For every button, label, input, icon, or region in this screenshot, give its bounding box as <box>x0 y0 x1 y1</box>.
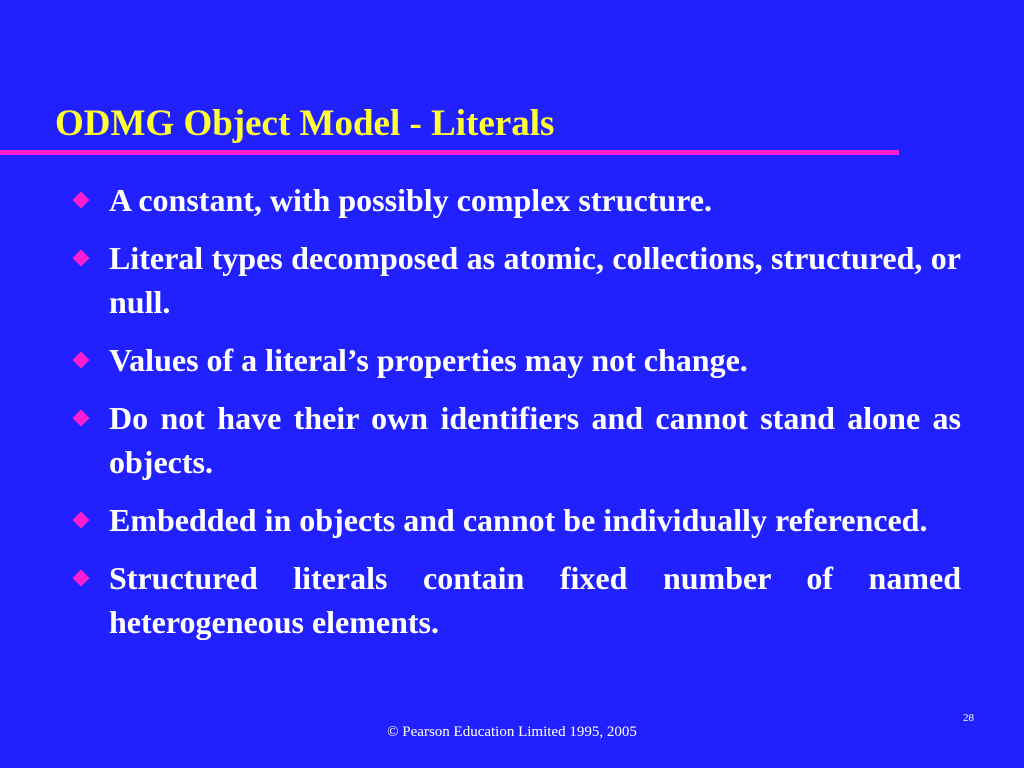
page-number: 28 <box>963 712 974 724</box>
bullet-item <box>109 396 961 484</box>
diamond-bullet-icon <box>73 192 90 209</box>
diamond-bullet-icon <box>73 570 90 587</box>
bullet-text: Do not have their own identifiers and cannot stand alone as objects. <box>109 400 961 480</box>
bullet-list <box>109 178 961 658</box>
bullet-item <box>109 178 961 222</box>
bullet-text: Literal types decomposed as atomic, collections, structured, or null. <box>109 240 961 320</box>
diamond-bullet-icon <box>73 352 90 369</box>
diamond-bullet-icon <box>73 410 90 427</box>
bullet-item <box>109 338 961 382</box>
bullet-item <box>109 498 961 542</box>
bullet-text: Embedded in objects and cannot be individually referenced. <box>109 502 928 538</box>
bullet-text: Structured literals contain fixed number of named heterogeneous elements. <box>109 560 961 640</box>
title-divider <box>0 150 899 155</box>
bullet-text: A constant, with possibly complex structure. <box>109 182 712 218</box>
slide-title: ODMG Object Model - Literals <box>55 103 555 144</box>
bullet-item <box>109 556 961 644</box>
copyright-footer: © Pearson Education Limited 1995, 2005 <box>387 724 637 740</box>
bullet-text: Values of a literal’s properties may not change. <box>109 342 748 378</box>
diamond-bullet-icon <box>73 250 90 267</box>
bullet-item <box>109 236 961 324</box>
diamond-bullet-icon <box>73 512 90 529</box>
